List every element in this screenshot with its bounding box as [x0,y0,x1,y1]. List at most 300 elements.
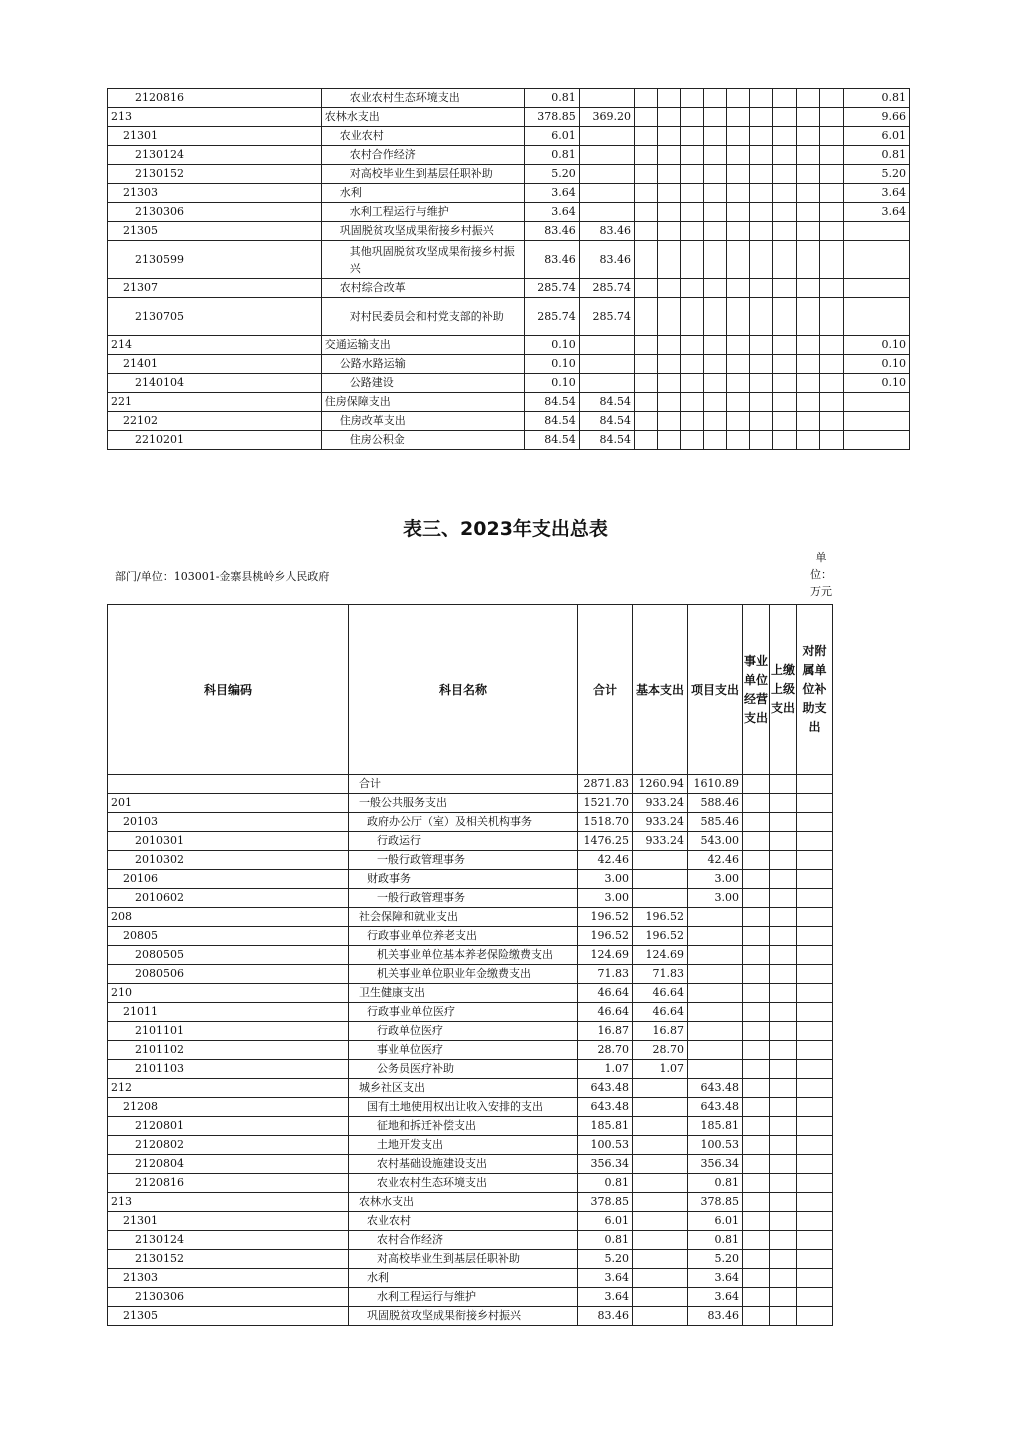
project-cell: 185.81 [688,1117,743,1136]
empty-cell [681,146,704,165]
basic-cell: 124.69 [633,946,688,965]
empty-cell [681,279,704,298]
empty-cell [681,412,704,431]
value-cell: 6.01 [524,127,579,146]
empty-cell [727,279,750,298]
empty-cell [773,108,796,127]
value-cell [579,355,634,374]
subject-code: 21011 [108,1003,349,1022]
subject-code: 2130306 [108,1288,349,1307]
empty-cell [797,794,833,813]
subject-name: 水利 [321,184,524,203]
empty-cell [797,813,833,832]
table-row [108,1250,833,1269]
empty-cell [770,1155,797,1174]
empty-cell [634,127,657,146]
empty-cell [770,794,797,813]
empty-cell [704,127,727,146]
empty-cell [704,241,727,279]
empty-cell [819,108,843,127]
subject-name: 合计 [349,775,578,794]
total-cell: 1476.25 [578,832,633,851]
empty-cell [634,393,657,412]
empty-cell [634,241,657,279]
project-cell [688,927,743,946]
table-row [108,1288,833,1307]
empty-cell [770,908,797,927]
empty-cell [797,1079,833,1098]
empty-cell [796,146,819,165]
subject-code: 21303 [108,1269,349,1288]
empty-cell [819,374,843,393]
empty-cell [750,184,773,203]
table-row [108,1307,833,1326]
empty-cell [634,336,657,355]
empty-cell [770,984,797,1003]
basic-cell: 71.83 [633,965,688,984]
empty-cell [743,1250,770,1269]
value-cell: 0.81 [524,146,579,165]
table-row [108,1022,833,1041]
empty-cell [727,127,750,146]
subject-code: 21303 [108,184,322,203]
empty-cell [797,775,833,794]
table-row [108,1041,833,1060]
empty-cell [796,222,819,241]
total-cell: 1521.70 [578,794,633,813]
value-cell: 369.20 [579,108,634,127]
project-cell: 5.20 [688,1250,743,1269]
empty-cell [727,146,750,165]
empty-cell [750,222,773,241]
empty-cell [704,165,727,184]
empty-cell [634,279,657,298]
empty-cell [634,108,657,127]
basic-cell [633,1098,688,1117]
empty-cell [727,89,750,108]
basic-cell [633,1174,688,1193]
total-cell: 3.64 [578,1269,633,1288]
table-row [108,146,910,165]
basic-cell [633,870,688,889]
value-cell: 84.54 [524,393,579,412]
empty-cell [797,1288,833,1307]
total-cell: 5.20 [578,1250,633,1269]
value-cell: 83.46 [579,241,634,279]
project-cell: 100.53 [688,1136,743,1155]
subject-code: 22102 [108,412,322,431]
empty-cell [750,298,773,336]
subject-code: 2130124 [108,1231,349,1250]
table-row [108,908,833,927]
subject-name: 其他巩固脱贫攻坚成果衔接乡村振兴 [321,241,524,279]
subject-code: 2130705 [108,298,322,336]
value-cell: 285.74 [524,298,579,336]
total-cell: 356.34 [578,1155,633,1174]
value-cell [843,431,909,450]
empty-cell [681,298,704,336]
empty-cell [658,412,681,431]
value-cell: 285.74 [579,298,634,336]
empty-cell [770,1003,797,1022]
empty-cell [797,1174,833,1193]
subject-name: 巩固脱贫攻坚成果衔接乡村振兴 [321,222,524,241]
total-cell: 643.48 [578,1098,633,1117]
value-cell: 0.10 [843,336,909,355]
table-row [108,794,833,813]
empty-cell [727,184,750,203]
project-cell: 3.00 [688,889,743,908]
subject-code: 21305 [108,222,322,241]
empty-cell [750,89,773,108]
table-row [108,298,910,336]
table-row [108,336,910,355]
value-cell: 3.64 [524,203,579,222]
table-row [108,279,910,298]
subject-code: 213 [108,1193,349,1212]
empty-cell [797,1307,833,1326]
table-row [108,1269,833,1288]
empty-cell [727,108,750,127]
subject-code: 213 [108,108,322,127]
basic-cell [633,1212,688,1231]
budget-table-continued [107,88,910,450]
empty-cell [797,1117,833,1136]
empty-cell [797,1098,833,1117]
total-cell: 46.64 [578,984,633,1003]
project-cell: 1610.89 [688,775,743,794]
subject-code: 21401 [108,355,322,374]
table-row [108,1136,833,1155]
empty-cell [634,146,657,165]
table-row [108,851,833,870]
header-basic: 基本支出 [633,605,688,775]
subject-code: 21307 [108,279,322,298]
empty-cell [727,431,750,450]
empty-cell [796,89,819,108]
header-name: 科目名称 [349,605,578,775]
empty-cell [770,1136,797,1155]
subject-name: 农业农村生态环境支出 [349,1174,578,1193]
basic-cell: 933.24 [633,832,688,851]
empty-cell [796,374,819,393]
empty-cell [743,775,770,794]
subject-code: 21305 [108,1307,349,1326]
subject-code [108,775,349,794]
table-row [108,412,910,431]
empty-cell [743,1174,770,1193]
empty-cell [658,241,681,279]
subject-code: 2120804 [108,1155,349,1174]
subject-name: 事业单位医疗 [349,1041,578,1060]
value-cell: 0.10 [843,355,909,374]
empty-cell [797,965,833,984]
total-cell: 3.00 [578,889,633,908]
subject-code: 2010301 [108,832,349,851]
empty-cell [681,431,704,450]
value-cell [579,184,634,203]
table-row [108,927,833,946]
value-cell [843,393,909,412]
empty-cell [819,412,843,431]
empty-cell [743,813,770,832]
empty-cell [770,1212,797,1231]
empty-cell [773,241,796,279]
empty-cell [743,889,770,908]
total-cell: 6.01 [578,1212,633,1231]
table-row [108,1212,833,1231]
value-cell [579,127,634,146]
value-cell: 0.10 [524,355,579,374]
value-cell: 84.54 [524,431,579,450]
empty-cell [681,355,704,374]
empty-cell [743,1060,770,1079]
project-cell: 6.01 [688,1212,743,1231]
table-row [108,870,833,889]
empty-cell [727,336,750,355]
value-cell: 0.81 [524,89,579,108]
empty-cell [743,1288,770,1307]
subject-name: 社会保障和就业支出 [349,908,578,927]
empty-cell [750,241,773,279]
total-cell: 83.46 [578,1307,633,1326]
empty-cell [797,946,833,965]
empty-cell [773,203,796,222]
value-cell: 0.10 [843,374,909,393]
basic-cell [633,1079,688,1098]
project-cell [688,946,743,965]
empty-cell [797,851,833,870]
subject-code: 2120801 [108,1117,349,1136]
value-cell: 3.64 [843,203,909,222]
total-cell: 71.83 [578,965,633,984]
subject-code: 201 [108,794,349,813]
empty-cell [750,355,773,374]
value-cell [579,146,634,165]
value-cell: 285.74 [524,279,579,298]
value-cell [843,241,909,279]
empty-cell [797,832,833,851]
project-cell: 3.64 [688,1288,743,1307]
subject-name: 对高校毕业生到基层任职补助 [349,1250,578,1269]
empty-cell [819,431,843,450]
subject-name: 政府办公厅（室）及相关机构事务 [349,813,578,832]
empty-cell [658,146,681,165]
table-row [108,431,910,450]
empty-cell [743,870,770,889]
total-cell: 0.81 [578,1231,633,1250]
empty-cell [743,927,770,946]
subject-name: 农村基础设施建设支出 [349,1155,578,1174]
value-cell: 0.10 [524,336,579,355]
table-row [108,108,910,127]
table-row [108,1193,833,1212]
empty-cell [797,889,833,908]
basic-cell [633,1231,688,1250]
empty-cell [750,127,773,146]
empty-cell [634,355,657,374]
empty-cell [773,184,796,203]
value-cell [843,222,909,241]
empty-cell [770,1041,797,1060]
empty-cell [727,222,750,241]
table-row [108,889,833,908]
empty-cell [796,127,819,146]
empty-cell [750,336,773,355]
project-cell: 588.46 [688,794,743,813]
empty-cell [681,203,704,222]
basic-cell [633,1269,688,1288]
empty-cell [773,89,796,108]
empty-cell [770,1174,797,1193]
empty-cell [634,222,657,241]
empty-cell [704,336,727,355]
table-row [108,89,910,108]
empty-cell [743,1041,770,1060]
subject-name: 住房改革支出 [321,412,524,431]
value-cell: 3.64 [843,184,909,203]
value-cell: 0.10 [524,374,579,393]
subject-code: 21301 [108,127,322,146]
subject-name: 农业农村生态环境支出 [321,89,524,108]
expenditure-summary-table [107,604,833,1326]
subject-code: 208 [108,908,349,927]
value-cell: 3.64 [524,184,579,203]
basic-cell [633,1193,688,1212]
empty-cell [743,851,770,870]
value-cell [843,298,909,336]
basic-cell: 16.87 [633,1022,688,1041]
empty-cell [819,146,843,165]
empty-cell [704,412,727,431]
basic-cell: 28.70 [633,1041,688,1060]
subject-code: 2120816 [108,1174,349,1193]
empty-cell [773,336,796,355]
empty-cell [797,1231,833,1250]
empty-cell [681,165,704,184]
subject-name: 公务员医疗补助 [349,1060,578,1079]
empty-cell [773,127,796,146]
subject-name: 水利工程运行与维护 [349,1288,578,1307]
subject-code: 20103 [108,813,349,832]
empty-cell [797,908,833,927]
empty-cell [658,127,681,146]
empty-cell [704,393,727,412]
subject-name: 行政事业单位医疗 [349,1003,578,1022]
empty-cell [773,298,796,336]
empty-cell [770,1098,797,1117]
basic-cell [633,1117,688,1136]
value-cell: 84.54 [524,412,579,431]
empty-cell [797,1003,833,1022]
subject-code: 2101101 [108,1022,349,1041]
table-row [108,1155,833,1174]
project-cell: 643.48 [688,1098,743,1117]
empty-cell [634,374,657,393]
empty-cell [773,431,796,450]
basic-cell [633,1307,688,1326]
empty-cell [658,165,681,184]
empty-cell [773,355,796,374]
empty-cell [819,127,843,146]
empty-cell [750,431,773,450]
empty-cell [658,298,681,336]
empty-cell [770,832,797,851]
table-row [108,374,910,393]
total-cell: 0.81 [578,1174,633,1193]
empty-cell [796,355,819,374]
subject-code: 21301 [108,1212,349,1231]
subject-code: 2101102 [108,1041,349,1060]
empty-cell [743,908,770,927]
table-row [108,1098,833,1117]
value-cell: 5.20 [843,165,909,184]
subject-name: 公路水路运输 [321,355,524,374]
empty-cell [773,374,796,393]
empty-cell [750,279,773,298]
value-cell: 6.01 [843,127,909,146]
subject-code: 21208 [108,1098,349,1117]
subject-name: 住房公积金 [321,431,524,450]
empty-cell [770,1307,797,1326]
value-cell: 0.81 [843,146,909,165]
table-row [108,1079,833,1098]
total-cell: 3.00 [578,870,633,889]
empty-cell [704,279,727,298]
empty-cell [819,336,843,355]
empty-cell [773,279,796,298]
value-cell [843,412,909,431]
empty-cell [727,393,750,412]
empty-cell [796,241,819,279]
header-business: 事业单位经营支出 [743,605,770,775]
empty-cell [819,89,843,108]
empty-cell [658,431,681,450]
empty-cell [658,279,681,298]
empty-cell [634,89,657,108]
value-cell [579,374,634,393]
total-cell: 3.64 [578,1288,633,1307]
empty-cell [796,203,819,222]
empty-cell [770,1117,797,1136]
subject-code: 212 [108,1079,349,1098]
value-cell: 9.66 [843,108,909,127]
empty-cell [743,1231,770,1250]
total-cell: 196.52 [578,927,633,946]
empty-cell [796,412,819,431]
empty-cell [819,393,843,412]
table-row [108,203,910,222]
empty-cell [773,146,796,165]
empty-cell [770,813,797,832]
empty-cell [797,870,833,889]
subject-name: 征地和拆迁补偿支出 [349,1117,578,1136]
empty-cell [770,927,797,946]
basic-cell: 196.52 [633,908,688,927]
subject-name: 行政单位医疗 [349,1022,578,1041]
subject-name: 对高校毕业生到基层任职补助 [321,165,524,184]
empty-cell [773,222,796,241]
empty-cell [727,241,750,279]
empty-cell [658,374,681,393]
page-title: 表三、2023年支出总表 [403,518,608,540]
empty-cell [743,1307,770,1326]
value-cell: 83.46 [524,241,579,279]
table-row [108,1003,833,1022]
empty-cell [658,393,681,412]
empty-cell [658,108,681,127]
subject-name: 农林水支出 [349,1193,578,1212]
